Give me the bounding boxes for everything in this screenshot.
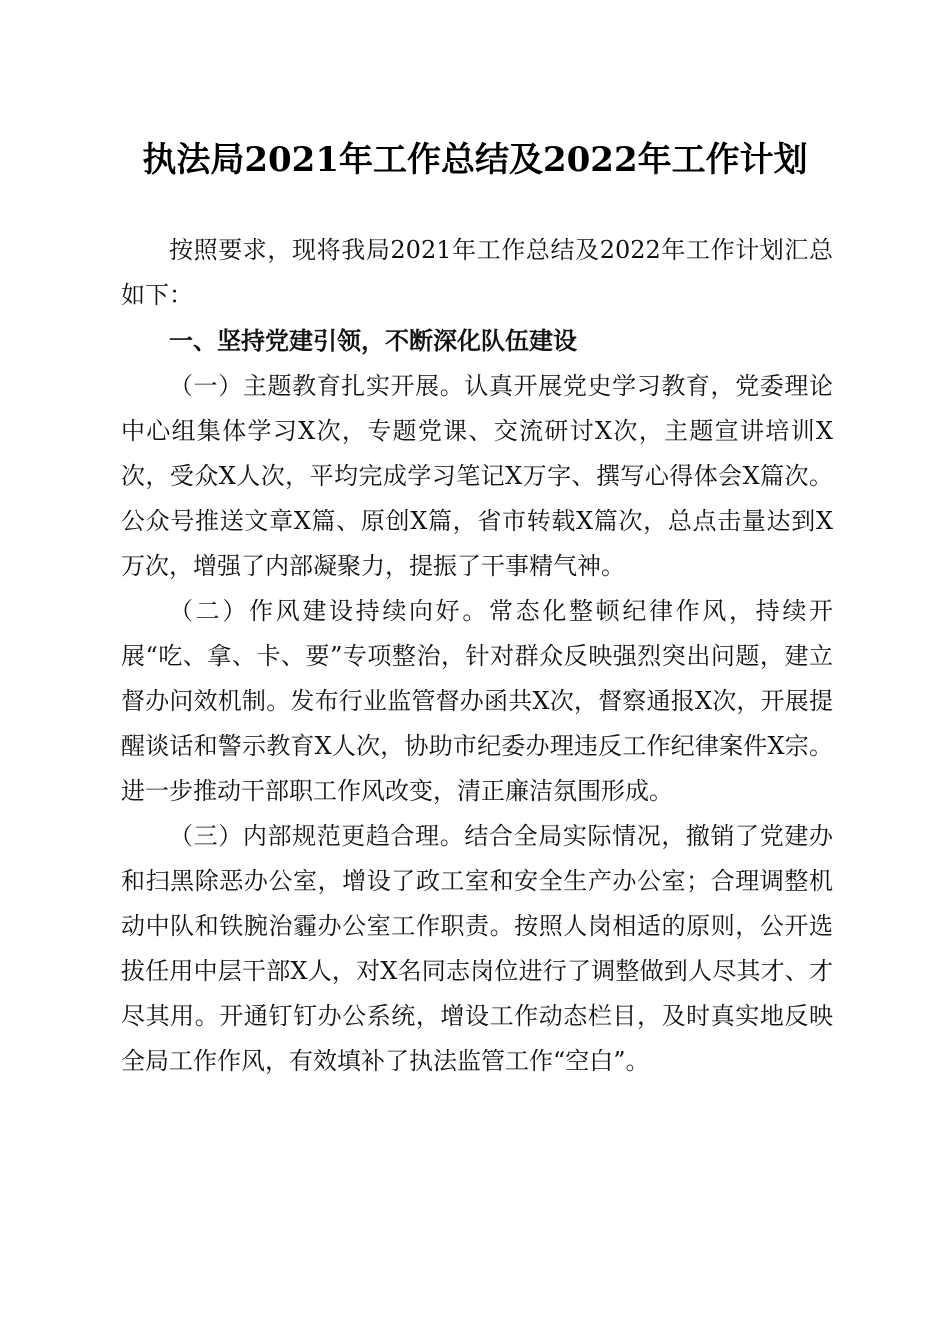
paragraph-1 bbox=[121, 364, 833, 589]
document-body bbox=[121, 228, 833, 1084]
paragraph-text: 常态化整顿纪律作风，持续开展“吃、拿、卡、要”专项整治，针对群众反映强烈突出问题，建立督办问效机制。发布行业监管督办函共X次，督察通报X次，开展提醒谈话和警示教育X人次，协助市纪委办理违反工作纪律案件X宗。进一步推动干部职工作风改变，清正廉洁氛围形成。 bbox=[121, 597, 833, 805]
paragraph-lead: （三）内部规范更趋合理。 bbox=[169, 822, 465, 850]
paragraph-text: 认真开展党史学习教育，党委理论中心组集体学习X次，专题党课、交流研讨X次，主题宣讲培训X次，受众X人次，平均完成学习笔记X万字、撰写心得体会X篇次。公众号推送文章X篇、原创X篇，省市转载X篇次，总点击量达到X万次，增强了内部凝聚力，提振了干事精气神。 bbox=[121, 372, 834, 580]
intro-paragraph: 按照要求，现将我局2021年工作总结及2022年工作计划汇总如下： bbox=[121, 236, 833, 309]
paragraph-lead: （二）作风建设持续向好。 bbox=[169, 597, 489, 625]
paragraph-3 bbox=[121, 814, 833, 1084]
section-heading: 一、坚持党建引领，不断深化队伍建设 bbox=[169, 327, 577, 355]
document-title: 执法局2021年工作总结及2022年工作计划 bbox=[142, 140, 808, 180]
paragraph-text: 结合全局实际情况，撤销了党建办和扫黑除恶办公室，增设了政工室和安全生产办公室；合理调整机动中队和铁腕治霾办公室工作职责。按照人岗相适的原则，公开选拔任用中层干部X人，对X名同志岗位进行了调整做到人尽其才、才尽其用。开通钉钉办公系统，增设工作动态栏目，及时真实地反映全局工作作风，有效填补了执法监管工作“空白”。 bbox=[121, 822, 834, 1075]
paragraph-lead: （一）主题教育扎实开展。 bbox=[169, 372, 465, 400]
paragraph-2 bbox=[121, 589, 833, 814]
